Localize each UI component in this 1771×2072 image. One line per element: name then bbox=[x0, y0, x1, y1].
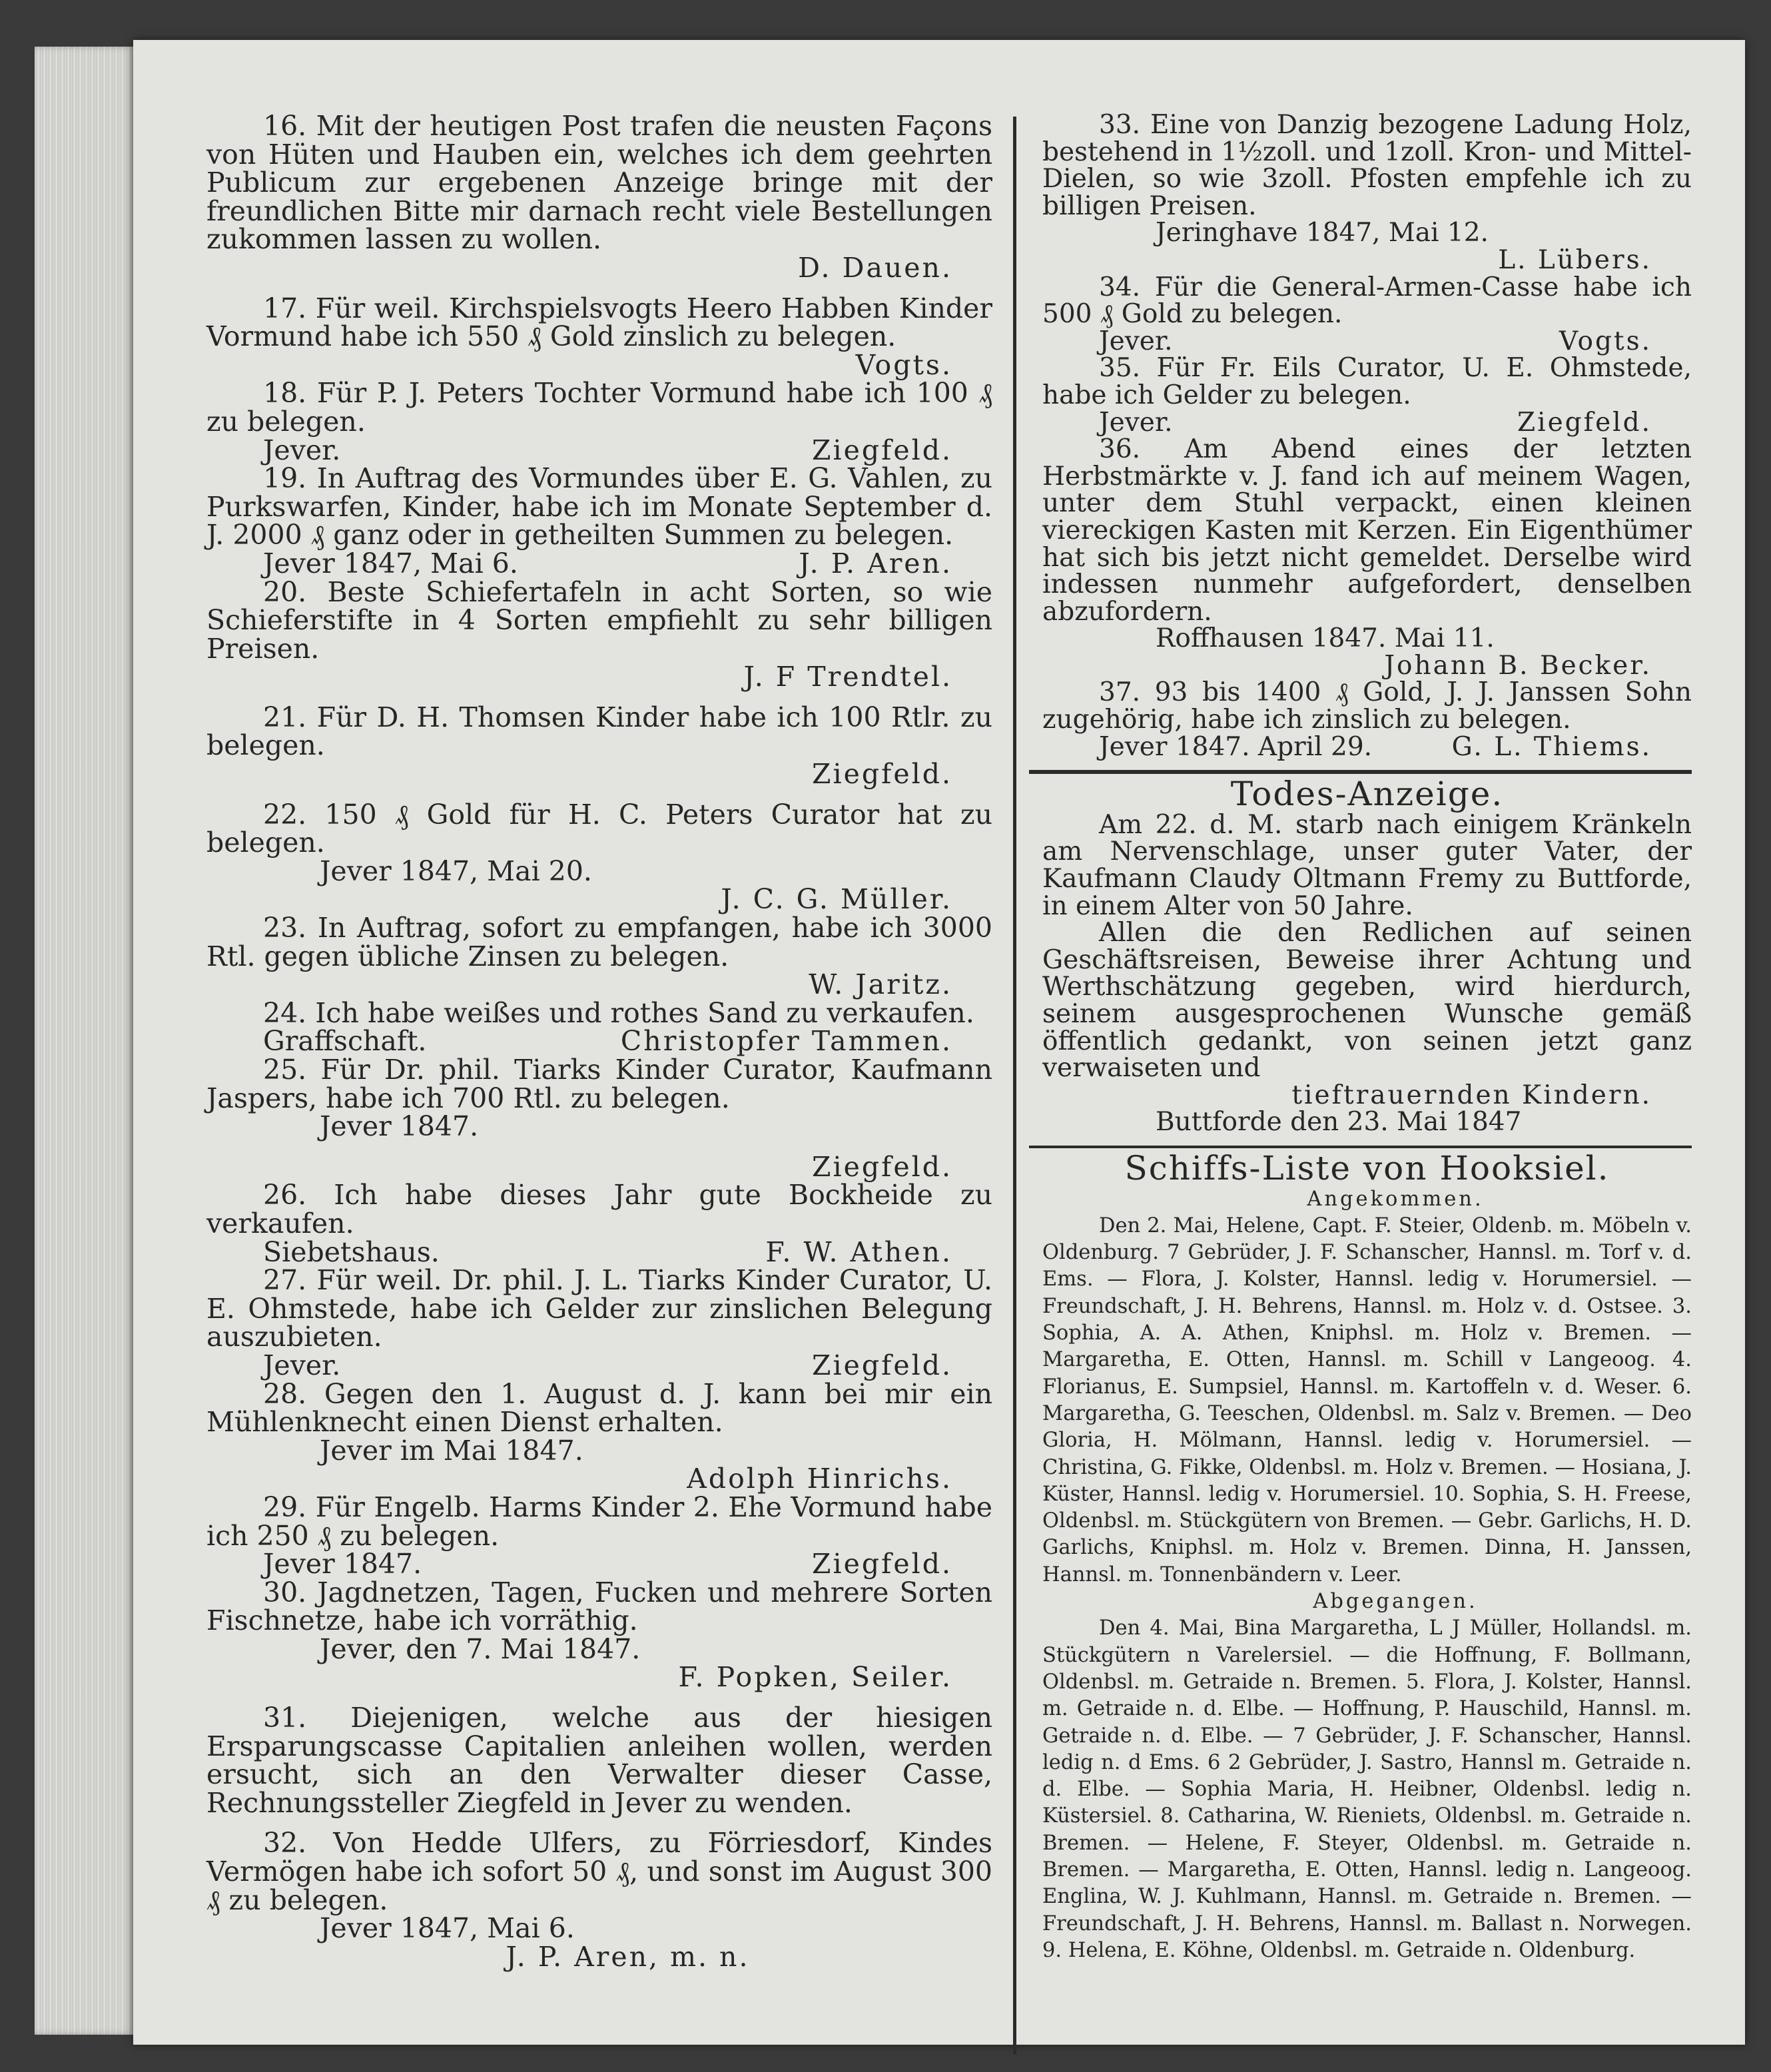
notice-text: 26. Ich habe dieses Jahr gute Bockheide zu verkaufen. bbox=[206, 1179, 992, 1239]
notice-16 bbox=[206, 112, 992, 282]
notice-text: 18. Für P. J. Peters Tochter Vormund habe ich 100 ₰ zu belegen. bbox=[206, 377, 992, 438]
death-notice-date: Buttforde den 23. Mai 1847 bbox=[1156, 1107, 1522, 1138]
notice-24 bbox=[206, 996, 992, 1058]
notice-place: Jever. bbox=[1099, 407, 1173, 438]
book-page-edges bbox=[35, 47, 135, 2035]
notice-29 bbox=[206, 1493, 992, 1578]
death-notice bbox=[1042, 775, 1692, 1138]
section-rule bbox=[1029, 770, 1692, 774]
notice-25 bbox=[206, 1056, 992, 1181]
notice-place: Jever 1847. bbox=[263, 1548, 422, 1580]
notice-30 bbox=[206, 1578, 992, 1692]
left-column bbox=[206, 112, 992, 1971]
notice-text: 22. 150 ₰ Gold für H. C. Peters Curator hat zu belegen. bbox=[206, 798, 992, 859]
notice-text: 36. Am Abend eines der letzten Herbstmärkte v. J. fand ich auf meinem Wagen, unter dem Stuhl verpackt, einen kleinen viereckigen Kasten mit Kerzen. Ein Eigenthümer hat sich bis jetzt nicht gemeldet. Derselbe wird indessen nunmehr aufgefordert, denselben abzufordern. bbox=[1042, 434, 1692, 627]
notice-date: Jever, den 7. Mai 1847. bbox=[320, 1632, 641, 1665]
notice-signature: Johann B. Becker. bbox=[1384, 650, 1652, 681]
notice-text: 35. Für Fr. Eils Curator, U. E. Ohmstede, habe ich Gelder zu belegen. bbox=[1042, 353, 1692, 410]
notice-19 bbox=[206, 464, 992, 577]
notice-signature: Vogts. bbox=[1559, 326, 1652, 356]
notice-date: Jever 1847. April 29. bbox=[1099, 731, 1373, 762]
notice-27 bbox=[206, 1266, 992, 1379]
arrived-list: Den 2. Mai, Helene, Capt. F. Steier, Oldenb. m. Möbeln v. Oldenburg. 7 Gebrüder, J. F. Schanscher, Hannsl. m. Torf v. d. Ems. — Flora, J. Kolster, Hannsl. ledig v. Horumersiel. — Freundschaft, J. H. Behrens, Hannsl. m. Holz v. d. Ostsee. 3. Sophia, A. A. Athen, Kniphsl. m. Holz v. Bremen. — Margaretha, E. Otten, Hannsl. m. Schill v Langeoog. 4. Florianus, E. Sumpsiel, Hannsl. m. Kartoffeln v. d. Weser. 6. Margaretha, G. Teeschen, Oldenbsl. m. Salz v. Bremen. — Deo Gloria, H. Mölmann, Hannsl. ledig v. Horumersiel. — Christina, G. Fikke, Oldenbsl. m. Holz v. Bremen. — Hosiana, J. Küster, Hannsl. ledig v. Horumersiel. 10. Sophia, S. H. Freese, Oldenbsl. m. Stückgütern von Bremen. — Gebr. Garlichs, H. D. Garlichs, Kniphsl. m. Holz v. Bremen. Dinna, H. Janssen, Hannsl. m. Tonnenbändern v. Leer. bbox=[1042, 1213, 1692, 1586]
notice-text: 21. Für D. H. Thomsen Kinder habe ich 100 Rtlr. zu belegen. bbox=[206, 701, 992, 762]
notice-signature: J. C. G. Müller. bbox=[721, 883, 952, 916]
notice-text: 19. In Auftrag des Vormundes über E. G. Vahlen, zu Purkswarfen, Kinder, habe ich im Monate September d. J. 2000 ₰ ganz oder in getheilten Summen zu belegen. bbox=[206, 462, 992, 551]
death-notice-heading: Todes-Anzeige. bbox=[1230, 775, 1504, 814]
notice-signature: J. P. Aren. bbox=[799, 547, 952, 579]
notice-text: 31. Diejenigen, welche aus der hiesigen Ersparungscasse Capitalien anleihen wollen, werden ersucht, sich an den Verwalter dieser Casse, Rechnungssteller Ziegfeld in Jever zu wenden. bbox=[206, 1702, 992, 1819]
notice-text: 20. Beste Schiefertafeln in acht Sorten, so wie Schieferstifte in 4 Sorten empfiehlt zu sehr billigen Preisen. bbox=[206, 575, 992, 665]
notice-signature: Christopfer Tammen. bbox=[620, 1025, 952, 1058]
notice-date: Jeringhave 1847, Mai 12. bbox=[1156, 218, 1489, 248]
notice-31 bbox=[206, 1704, 992, 1817]
notice-place: Jever. bbox=[1099, 326, 1173, 356]
departed-list: Den 4. Mai, Bina Margaretha, L J Müller, Hollandsl. m. Stückgütern n Varelersiel. — die Hoffnung, F. Bollmann, Oldenbsl. m. Getraide n. Bremen. 5. Flora, J. Kolster, Hannsl. m. Getraide n. d. Elbe. — Hoffnung, P. Hauschild, Hannsl. m. Getraide n. d. Elbe. — 7 Gebrüder, J. F. Schanscher, Hannsl. ledig n. d Ems. 6 2 Gebrüder, J. Sastro, Hannsl m. Getraide n. d. Elbe. — Sophia Maria, H. Heibner, Oldenbsl. ledig n. Küstersiel. 8. Catharina, W. Rieniets, Oldenbsl. m. Getraide n. Bremen. — Helene, F. Steyer, Oldenbsl. m. Getraide n. Bremen. — Margaretha, E. Otten, Hannsl. ledig n. Langeoog. Englina, W. J. Kuhlmann, Hannsl. m. Getraide n. Bremen. — Freundschaft, J. H. Behrens, Hannsl. m. Ballast n. Norwegen. 9. Helena, E. Köhne, Oldenbsl. m. Getraide n. Oldenburg. bbox=[1042, 1616, 1692, 1962]
notice-signature: F. W. Athen. bbox=[765, 1235, 952, 1268]
notice-date: Jever 1847, Mai 6. bbox=[263, 547, 518, 579]
notice-text: 23. In Auftrag, sofort zu empfangen, habe ich 3000 Rtl. gegen übliche Zinsen zu belegen. bbox=[206, 912, 992, 972]
notice-26 bbox=[206, 1181, 992, 1266]
notice-28 bbox=[206, 1377, 992, 1495]
notice-date: Jever 1847, Mai 6. bbox=[320, 1912, 575, 1945]
right-column bbox=[1042, 112, 1692, 1964]
notice-text: 30. Jagdnetzen, Tagen, Fucken und mehrere Sorten Fischnetze, habe ich vorräthig. bbox=[206, 1576, 992, 1637]
notice-signature: D. Dauen. bbox=[798, 251, 952, 284]
notice-signature: J. F Trendtel. bbox=[743, 661, 952, 693]
notice-23 bbox=[206, 914, 992, 999]
notice-18 bbox=[206, 379, 992, 464]
notice-signature: Ziegfeld. bbox=[812, 434, 952, 466]
column-divider bbox=[1013, 117, 1016, 2055]
ship-list bbox=[1042, 1148, 1692, 1964]
notice-signature: G. L. Thiems. bbox=[1451, 731, 1652, 762]
notice-32 bbox=[206, 1829, 992, 1971]
notice-17 bbox=[206, 294, 992, 380]
arrived-label: Angekommen. bbox=[1307, 1187, 1484, 1211]
notice-22 bbox=[206, 798, 992, 916]
notice-signature: Ziegfeld. bbox=[812, 1349, 952, 1381]
notice-place: Jever. bbox=[263, 1349, 341, 1381]
death-notice-text: Allen die den Redlichen auf seinen Geschäftsreisen, Beweise ihrer Achtung und Werthschätzung gegeben, wird hierdurch, seinem ausgesprochenen Wunsche gemäß öffentlich gedankt, von seinen jetzt ganz verwaiseten und bbox=[1042, 918, 1692, 1084]
notice-date: Jever 1847. bbox=[320, 1110, 479, 1143]
notice-place: Graffschaft. bbox=[263, 1025, 427, 1058]
notice-33 bbox=[1042, 112, 1692, 274]
notice-signature: L. Lübers. bbox=[1498, 244, 1652, 275]
notice-text: 29. Für Engelb. Harms Kinder 2. Ehe Vormund habe ich 250 ₰ zu belegen. bbox=[206, 1491, 992, 1552]
notice-text: 24. Ich habe weißes und rothes Sand zu verkaufen. bbox=[263, 996, 974, 1029]
notice-signature: Ziegfeld. bbox=[812, 1150, 952, 1183]
death-notice-text: Am 22. d. M. starb nach einigem Kränkeln am Nervenschlage, unser guter Vater, der Kaufmann Claudy Oltmann Fremy zu Buttforde, in einem Alter von 50 Jahre. bbox=[1042, 809, 1692, 921]
notice-date: Jever im Mai 1847. bbox=[320, 1434, 583, 1467]
notice-signature: Ziegfeld. bbox=[1517, 407, 1652, 438]
notice-date: Roffhausen 1847. Mai 11. bbox=[1156, 623, 1495, 654]
notice-text: 17. Für weil. Kirchspielsvogts Heero Habben Kinder Vormund habe ich 550 ₰ Gold zinslich zu belegen. bbox=[206, 292, 992, 353]
notice-signature: W. Jaritz. bbox=[809, 968, 952, 1001]
notice-text: 28. Gegen den 1. August d. J. kann bei mir ein Mühlenknecht einen Dienst erhalten. bbox=[206, 1377, 992, 1439]
notice-signature: Vogts. bbox=[855, 348, 952, 381]
notice-text: 34. Für die General-Armen-Casse habe ich 500 ₰ Gold zu belegen. bbox=[1042, 272, 1692, 330]
section-rule bbox=[1029, 1146, 1692, 1148]
notice-37 bbox=[1042, 679, 1692, 761]
notice-34 bbox=[1042, 274, 1692, 356]
notice-signature: Adolph Hinrichs. bbox=[687, 1463, 952, 1495]
notice-35 bbox=[1042, 355, 1692, 436]
notice-signature: J. P. Aren, m. n. bbox=[506, 1940, 750, 1973]
notice-text: 32. Von Hedde Ulfers, zu Förriesdorf, Kindes Vermögen habe ich sofort 50 ₰, und sonst im August 300 ₰ zu belegen. bbox=[206, 1827, 992, 1916]
notice-text: 25. Für Dr. phil. Tiarks Kinder Curator, Kaufmann Jaspers, habe ich 700 Rtl. zu belegen. bbox=[206, 1054, 992, 1114]
notice-text: 37. 93 bis 1400 ₰ Gold, J. J. Janssen Sohn zugehörig, habe ich zinslich zu belegen. bbox=[1042, 677, 1692, 735]
notice-21 bbox=[206, 703, 992, 789]
notice-place: Siebetshaus. bbox=[263, 1235, 440, 1268]
notice-signature: F. Popken, Seiler. bbox=[678, 1661, 952, 1694]
departed-label: Abgegangen. bbox=[1313, 1590, 1478, 1614]
notice-20 bbox=[206, 575, 992, 693]
notice-text: 33. Eine von Danzig bezogene Ladung Holz, bestehend in 1½zoll. und 1zoll. Kron- und Mittel-Dielen, so wie 3zoll. Pfosten empfehle ich zu billigen Preisen. bbox=[1042, 110, 1692, 221]
notice-date: Jever 1847, Mai 20. bbox=[320, 855, 592, 887]
death-notice-signature: tieftrauernden Kindern. bbox=[1291, 1080, 1652, 1110]
notice-text: 16. Mit der heutigen Post trafen die neusten Façons von Hüten und Hauben ein, welches ich dem geehrten Publicum zur ergebenen Anzeige bringe mit der freundlichen Bitte mir darnach recht viele Bestellungen zukommen lassen zu wollen. bbox=[206, 110, 992, 256]
notice-text: 27. Für weil. Dr. phil. J. L. Tiarks Kinder Curator, U. E. Ohmstede, habe ich Gelder zur zinslichen Belegung auszubieten. bbox=[206, 1264, 992, 1353]
notice-signature: Ziegfeld. bbox=[812, 1548, 952, 1580]
notice-signature: Ziegfeld. bbox=[812, 758, 952, 791]
notice-36 bbox=[1042, 436, 1692, 679]
notice-place: Jever. bbox=[263, 434, 341, 466]
ship-list-heading: Schiffs-Liste von Hooksiel. bbox=[1124, 1148, 1610, 1188]
